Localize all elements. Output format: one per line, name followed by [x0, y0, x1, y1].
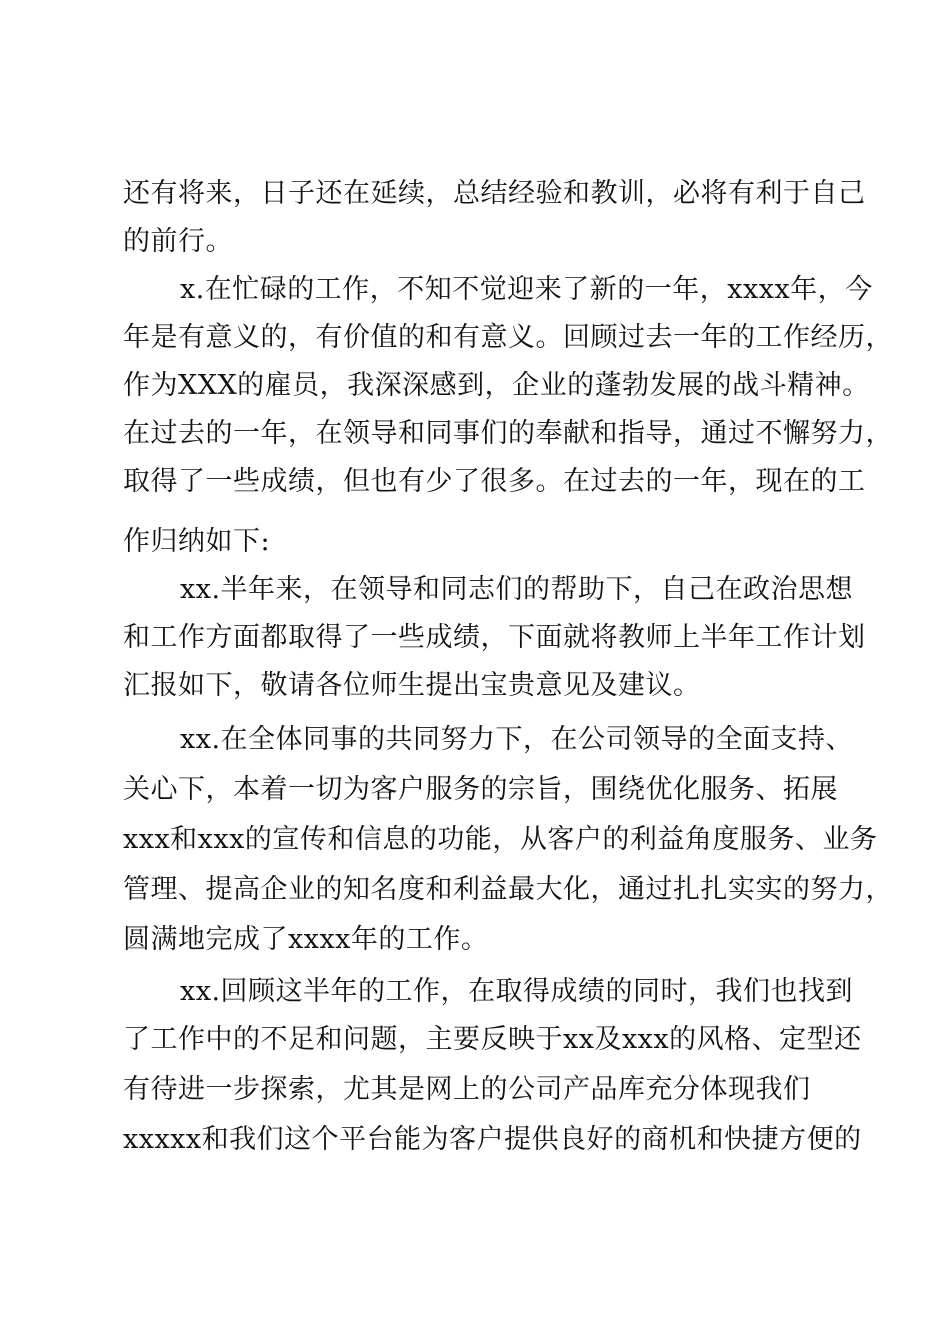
text-line: 取得了一些成绩，但也有少了很多。在过去的一年，现在的工: [123, 466, 866, 497]
text-line: 关心下，本着一切为客户服务的宗旨，围绕优化服务、拓展: [123, 774, 838, 805]
text-line: 汇报如下，敬请各位师生提出宝贵意见及建议。: [123, 670, 701, 701]
text-line: 管理、提高企业的知名度和利益最大化，通过扎扎实实的努力，: [123, 874, 893, 905]
text-line: 作为XXX的雇员，我深深感到，企业的蓬勃发展的战斗精神。: [123, 370, 870, 401]
paragraph-start-line: xx.回顾这半年的工作，在取得成绩的同时，我们也找到: [180, 976, 854, 1007]
text-line: 了工作中的不足和问题，主要反映于xx及xxx的风格、定型还: [123, 1024, 862, 1055]
text-line: 年是有意义的，有价值的和有意义。回顾过去一年的工作经历，: [123, 322, 893, 353]
paragraph-start-line: xx.半年来，在领导和同志们的帮助下，自己在政治思想: [180, 574, 854, 605]
paragraph-start-line: x.在忙碌的工作，不知不觉迎来了新的一年，xxxx年，今: [180, 274, 873, 305]
text-line: 和工作方面都取得了一些成绩，下面就将教师上半年工作计划: [123, 622, 866, 653]
text-line: 圆满地完成了xxxx年的工作。: [123, 924, 489, 955]
paragraph-start-line: xx.在全体同事的共同努力下，在公司领导的全面支持、: [180, 724, 854, 755]
text-line: 作归纳如下:: [123, 526, 271, 557]
text-line: 还有将来，日子还在延续，总结经验和教训，必将有利于自己: [123, 178, 866, 209]
text-line: 有待进一步探索，尤其是网上的公司产品库充分体现我们: [123, 1074, 811, 1105]
text-line: xxx和xxx的宣传和信息的功能，从客户的利益角度服务、业务: [123, 824, 878, 855]
text-line: 在过去的一年，在领导和同事们的奉献和指导，通过不懈努力，: [123, 418, 893, 449]
text-line: xxxxx和我们这个平台能为客户提供良好的商机和快捷方便的: [123, 1124, 862, 1155]
text-line: 的前行。: [123, 226, 233, 257]
